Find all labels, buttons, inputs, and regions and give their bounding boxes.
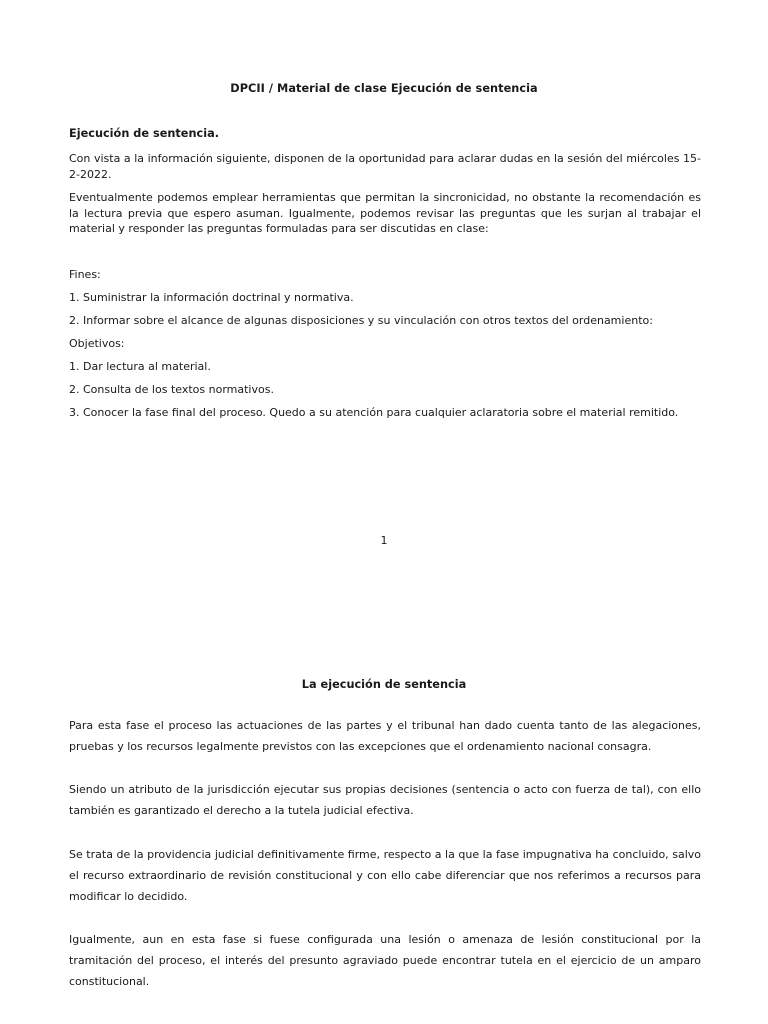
body-paragraph-4: Igualmente, aun en esta fase si fuese configurada una lesión o amenaza de lesión constitucional por la tramitación del proceso, el interés del presunto agraviado puede encontrar tutela en el ejercicio de un amparo constitucional. bbox=[69, 933, 701, 988]
body-paragraph-3: Se trata de la providencia judicial definitivamente firme, respecto a la que la fase impugnativa ha concluido, salvo el recurso extraordinario de revisión constitucional y con ello cabe diferenciar que nos referimos a recursos para modificar lo decidido. bbox=[69, 848, 701, 903]
objetivos-item-1: 1. Dar lectura al material. bbox=[69, 360, 211, 373]
fines-label: Fines: bbox=[69, 268, 101, 281]
intro-paragraph-1: Con vista a la información siguiente, disponen de la oportunidad para aclarar dudas en la sesión del miércoles 15-2-2022. bbox=[69, 152, 701, 181]
objetivos-item-2: 2. Consulta de los textos normativos. bbox=[69, 383, 274, 396]
fines-item-1: 1. Suministrar la información doctrinal y normativa. bbox=[69, 291, 354, 304]
page-number: 1 bbox=[380, 534, 388, 547]
section-heading: Ejecución de sentencia. bbox=[69, 127, 219, 140]
document-title: DPCII / Material de clase Ejecución de sentencia bbox=[230, 82, 538, 95]
objetivos-label: Objetivos: bbox=[69, 337, 125, 350]
objetivos-item-3: 3. Conocer la fase final del proceso. Quedo a su atención para cualquier aclaratoria sobre el material remitido. bbox=[69, 406, 679, 419]
intro-paragraph-2: Eventualmente podemos emplear herramientas que permitan la sincronicidad, no obstante la recomendación es la lectura previa que espero asuman. Igualmente, podemos revisar las preguntas que les surjan al trabajar el material y responder las preguntas formuladas para ser discutidas en clase: bbox=[69, 191, 701, 235]
fines-item-2: 2. Informar sobre el alcance de algunas disposiciones y su vinculación con otros textos del ordenamiento: bbox=[69, 314, 653, 327]
body-paragraph-1: Para esta fase el proceso las actuaciones de las partes y el tribunal han dado cuenta tanto de las alegaciones, pruebas y los recursos legalmente previstos con las excepciones que el ordenamiento nacional consagra. bbox=[69, 719, 701, 753]
document-page-2 bbox=[0, 620, 768, 1024]
page-2-title: La ejecución de sentencia bbox=[301, 678, 467, 691]
body-paragraph-2: Siendo un atributo de la jurisdicción ejecutar sus propias decisiones (sentencia o acto con fuerza de tal), con ello también es garantizado el derecho a la tutela judicial efectiva. bbox=[69, 783, 701, 817]
